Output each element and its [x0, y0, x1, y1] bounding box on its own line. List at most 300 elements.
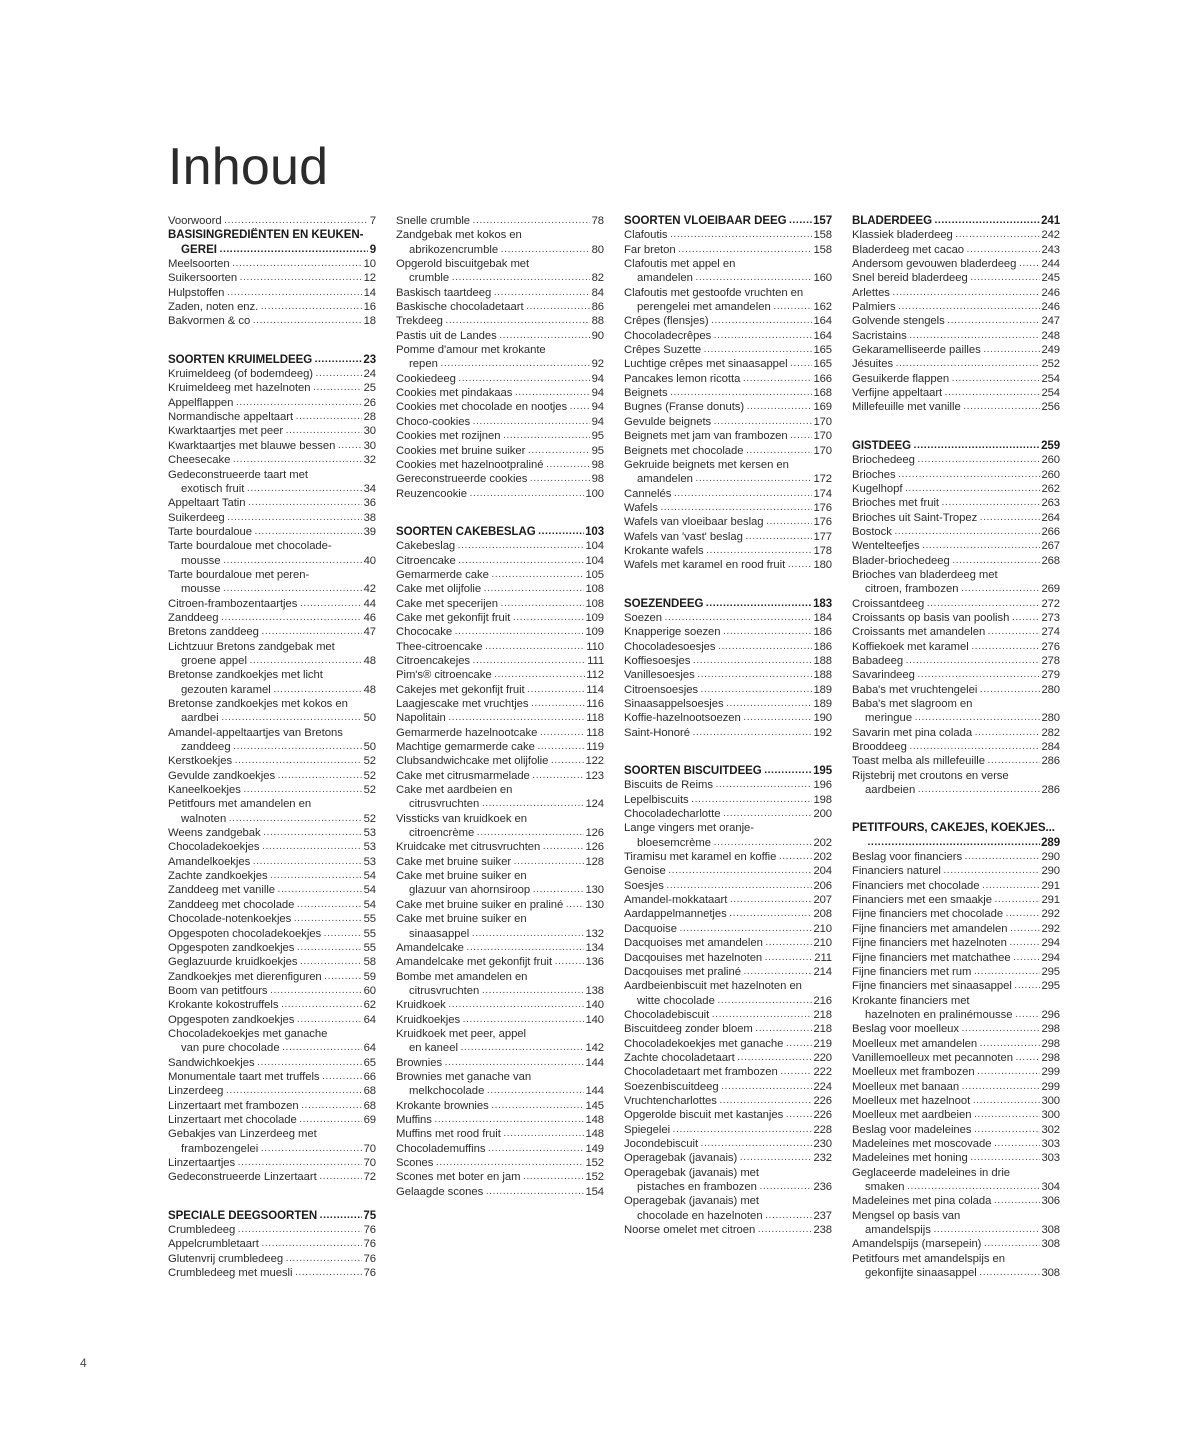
toc-entry[interactable] — [396, 1185, 604, 1199]
toc-entry[interactable] — [396, 458, 604, 472]
toc-entry[interactable] — [396, 855, 604, 869]
toc-entry[interactable] — [852, 1094, 1060, 1108]
toc-entry[interactable] — [396, 783, 604, 812]
toc-entry-title-tail: bloesemcrème — [637, 836, 712, 849]
toc-entry[interactable] — [168, 381, 376, 395]
toc-entry[interactable] — [168, 1156, 376, 1170]
toc-entry[interactable] — [852, 965, 1060, 979]
toc-entry[interactable] — [852, 597, 1060, 611]
toc-entry-title: Sandwichkoekjes — [168, 1056, 255, 1069]
toc-page-number: 123 — [585, 769, 604, 782]
toc-entry[interactable] — [852, 468, 1060, 482]
toc-entry[interactable] — [852, 668, 1060, 682]
toc-entry[interactable] — [168, 257, 376, 271]
toc-entry[interactable] — [168, 1070, 376, 1084]
toc-entry[interactable] — [396, 429, 604, 443]
toc-entry-title-tail: sinaasappel — [409, 927, 470, 940]
toc-entry[interactable] — [852, 697, 1060, 726]
toc-entry[interactable] — [852, 539, 1060, 553]
toc-entry[interactable] — [624, 1108, 832, 1122]
toc-entry[interactable] — [168, 668, 376, 697]
toc-entry[interactable] — [168, 1223, 376, 1237]
toc-section-heading[interactable] — [624, 764, 832, 778]
toc-entry[interactable] — [852, 482, 1060, 496]
toc-entry-title: Cake met bruine suiker en — [396, 870, 527, 883]
toc-entry[interactable] — [624, 965, 832, 979]
toc-entry-title: Savarin met pina colada — [852, 726, 973, 739]
toc-entry[interactable] — [624, 936, 832, 950]
toc-section-heading[interactable] — [852, 214, 1060, 228]
toc-entry[interactable] — [852, 754, 1060, 768]
toc-entry[interactable] — [624, 821, 832, 850]
toc-entry[interactable] — [168, 797, 376, 826]
toc-entry[interactable] — [168, 286, 376, 300]
toc-entry[interactable] — [168, 367, 376, 381]
toc-section-heading[interactable] — [624, 214, 832, 228]
toc-entry[interactable] — [852, 1151, 1060, 1165]
toc-entry[interactable] — [396, 683, 604, 697]
toc-entry[interactable] — [168, 984, 376, 998]
toc-leader-dots — [715, 778, 812, 791]
toc-entry-title: Bugnes (Franse donuts) — [624, 401, 745, 414]
toc-entry[interactable] — [852, 453, 1060, 467]
toc-entry[interactable] — [168, 783, 376, 797]
toc-entry[interactable] — [168, 271, 376, 285]
toc-page-number: 23 — [363, 353, 376, 366]
toc-entry[interactable] — [624, 357, 832, 371]
toc-entry[interactable] — [168, 214, 376, 228]
toc-page-number: 243 — [1041, 243, 1060, 256]
toc-entry[interactable] — [168, 453, 376, 467]
toc-entry[interactable] — [168, 410, 376, 424]
toc-entry[interactable] — [396, 697, 604, 711]
toc-entry[interactable] — [852, 1065, 1060, 1079]
toc-entry[interactable] — [168, 1266, 376, 1280]
toc-entry[interactable] — [168, 1056, 376, 1070]
toc-entry[interactable] — [396, 1070, 604, 1099]
toc-entry[interactable] — [624, 1166, 832, 1195]
toc-entry[interactable] — [168, 869, 376, 883]
toc-entry[interactable] — [168, 1099, 376, 1113]
toc-entry[interactable] — [396, 472, 604, 486]
toc-entry[interactable] — [852, 1022, 1060, 1036]
toc-entry[interactable] — [396, 300, 604, 314]
toc-entry[interactable] — [396, 941, 604, 955]
toc-entry[interactable] — [168, 927, 376, 941]
toc-entry[interactable] — [624, 683, 832, 697]
toc-entry[interactable] — [624, 1094, 832, 1108]
toc-entry[interactable] — [396, 898, 604, 912]
toc-entry[interactable] — [396, 1013, 604, 1027]
toc-entry[interactable] — [852, 683, 1060, 697]
toc-entry[interactable] — [852, 879, 1060, 893]
toc-entry[interactable] — [168, 1127, 376, 1156]
toc-entry[interactable] — [624, 793, 832, 807]
toc-entry[interactable] — [852, 511, 1060, 525]
toc-entry[interactable] — [396, 740, 604, 754]
toc-entry[interactable] — [396, 668, 604, 682]
toc-entry-title-tail: witte chocolade — [637, 994, 715, 1007]
toc-entry[interactable] — [624, 625, 832, 639]
toc-entry[interactable] — [624, 864, 832, 878]
toc-entry[interactable] — [168, 439, 376, 453]
toc-entry[interactable] — [624, 907, 832, 921]
toc-entry[interactable] — [852, 314, 1060, 328]
toc-entry-title: Kwarktaartjes met blauwe bessen — [168, 439, 336, 452]
toc-entry[interactable] — [168, 314, 376, 328]
toc-entry[interactable] — [852, 286, 1060, 300]
toc-page-number: 66 — [363, 1070, 376, 1083]
toc-leader-dots — [695, 271, 812, 284]
toc-entry[interactable] — [168, 726, 376, 755]
toc-entry[interactable] — [168, 998, 376, 1012]
toc-entry[interactable] — [396, 769, 604, 783]
toc-section-heading[interactable] — [168, 228, 376, 257]
toc-entry[interactable] — [168, 539, 376, 568]
toc-entry[interactable] — [168, 525, 376, 539]
toc-section-heading[interactable] — [852, 821, 1060, 850]
toc-entry[interactable] — [624, 429, 832, 443]
toc-entry[interactable] — [852, 611, 1060, 625]
toc-entry[interactable] — [624, 458, 832, 487]
toc-leader-dots — [458, 372, 590, 385]
toc-leader-dots — [448, 711, 585, 724]
toc-entry[interactable] — [624, 487, 832, 501]
toc-page-number: 279 — [1041, 669, 1060, 682]
toc-entry[interactable] — [624, 1194, 832, 1223]
toc-entry-title: Petitfours met amandelspijs en — [852, 1252, 1005, 1265]
toc-entry[interactable] — [168, 568, 376, 597]
toc-entry[interactable] — [168, 855, 376, 869]
toc-entry[interactable] — [624, 415, 832, 429]
toc-entry[interactable] — [852, 979, 1060, 993]
toc-entry-title-tail: exotisch fruit — [181, 482, 245, 495]
toc-leader-dots — [515, 386, 590, 399]
toc-page-number: 149 — [585, 1142, 604, 1155]
toc-entry[interactable] — [624, 879, 832, 893]
toc-entry[interactable] — [624, 893, 832, 907]
toc-section-heading[interactable] — [168, 1209, 376, 1223]
toc-entry[interactable] — [168, 424, 376, 438]
toc-entry[interactable] — [396, 1056, 604, 1070]
toc-leader-dots — [723, 807, 812, 820]
toc-entry[interactable] — [168, 1027, 376, 1056]
toc-entry[interactable] — [852, 496, 1060, 510]
toc-entry[interactable] — [396, 539, 604, 553]
toc-entry[interactable] — [624, 1051, 832, 1065]
toc-entry[interactable] — [396, 444, 604, 458]
toc-entry[interactable] — [852, 243, 1060, 257]
toc-entry[interactable] — [396, 912, 604, 941]
toc-entry[interactable] — [396, 214, 604, 228]
toc-entry[interactable] — [168, 1252, 376, 1266]
toc-entry[interactable] — [168, 754, 376, 768]
toc-entry[interactable] — [396, 597, 604, 611]
toc-entry[interactable] — [624, 726, 832, 740]
toc-entry-title: Cake met aardbeien en — [396, 784, 513, 797]
toc-entry[interactable] — [396, 400, 604, 414]
toc-entry[interactable] — [396, 711, 604, 725]
toc-page-number: 48 — [363, 683, 376, 696]
toc-leader-dots — [243, 783, 362, 796]
toc-entry[interactable] — [624, 1022, 832, 1036]
toc-entry[interactable] — [624, 544, 832, 558]
toc-entry[interactable] — [852, 951, 1060, 965]
toc-entry[interactable] — [852, 936, 1060, 950]
toc-entry-title-continued — [852, 783, 1060, 797]
toc-entry[interactable] — [624, 951, 832, 965]
toc-entry[interactable] — [852, 1123, 1060, 1137]
toc-entry[interactable] — [852, 654, 1060, 668]
toc-entry[interactable] — [852, 1080, 1060, 1094]
toc-entry[interactable] — [168, 883, 376, 897]
toc-leader-dots — [482, 797, 584, 810]
toc-entry[interactable] — [624, 1008, 832, 1022]
toc-entry-title-tail: citroencrème — [409, 827, 475, 840]
toc-entry[interactable] — [624, 1123, 832, 1137]
toc-entry[interactable] — [168, 941, 376, 955]
toc-entry[interactable] — [624, 1137, 832, 1151]
toc-entry[interactable] — [168, 898, 376, 912]
toc-entry-title: Babadeeg — [852, 654, 904, 667]
toc-entry[interactable] — [624, 314, 832, 328]
toc-entry[interactable] — [396, 415, 604, 429]
toc-entry[interactable] — [396, 286, 604, 300]
toc-entry[interactable] — [168, 300, 376, 314]
toc-entry[interactable] — [852, 907, 1060, 921]
section-spacer — [396, 501, 604, 525]
toc-entry[interactable] — [624, 515, 832, 529]
toc-entry[interactable] — [168, 970, 376, 984]
toc-leader-dots — [533, 883, 584, 896]
toc-entry[interactable] — [396, 1099, 604, 1113]
toc-entry[interactable] — [624, 778, 832, 792]
toc-entry-title: Cheesecake — [168, 454, 231, 467]
toc-entry[interactable] — [168, 1084, 376, 1098]
toc-page-number: 69 — [363, 1113, 376, 1126]
toc-page-number: 136 — [585, 956, 604, 969]
toc-entry[interactable] — [396, 654, 604, 668]
toc-entry[interactable] — [852, 1037, 1060, 1051]
toc-leader-dots — [961, 582, 1040, 595]
toc-entry[interactable] — [852, 400, 1060, 414]
toc-entry-title-continued — [168, 1041, 376, 1055]
toc-entry[interactable] — [168, 625, 376, 639]
toc-entry[interactable] — [852, 1194, 1060, 1208]
toc-entry[interactable] — [396, 582, 604, 596]
toc-entry[interactable] — [852, 1252, 1060, 1281]
toc-page-number: 24 — [363, 368, 376, 381]
toc-entry[interactable] — [168, 468, 376, 497]
toc-entry-title: Genoise — [624, 865, 666, 878]
toc-section-heading[interactable] — [396, 525, 604, 539]
toc-entry-title: Chocoladesoesjes — [624, 640, 716, 653]
toc-entry[interactable] — [168, 1170, 376, 1184]
toc-page-number: 176 — [813, 501, 832, 514]
toc-entry[interactable] — [624, 668, 832, 682]
toc-entry[interactable] — [396, 955, 604, 969]
toc-entry[interactable] — [396, 487, 604, 501]
toc-leader-dots — [466, 941, 584, 954]
toc-entry[interactable] — [396, 611, 604, 625]
toc-entry[interactable] — [396, 372, 604, 386]
toc-entry[interactable] — [852, 1209, 1060, 1238]
toc-entry[interactable] — [852, 271, 1060, 285]
toc-leader-dots — [780, 1065, 812, 1078]
toc-entry[interactable] — [624, 400, 832, 414]
toc-entry[interactable] — [396, 554, 604, 568]
toc-entry[interactable] — [396, 1170, 604, 1184]
toc-entry[interactable] — [852, 864, 1060, 878]
toc-entry[interactable] — [852, 372, 1060, 386]
toc-entry[interactable] — [168, 697, 376, 726]
toc-entry[interactable] — [396, 840, 604, 854]
toc-entry[interactable] — [396, 568, 604, 582]
toc-entry[interactable] — [624, 850, 832, 864]
toc-entry[interactable] — [396, 1027, 604, 1056]
toc-entry-title: Brioches van bladerdeeg met — [852, 568, 998, 581]
toc-page-number: 308 — [1041, 1267, 1060, 1280]
toc-entry[interactable] — [624, 979, 832, 1008]
toc-section-heading[interactable] — [852, 439, 1060, 453]
toc-page-number: 260 — [1041, 468, 1060, 481]
toc-entry[interactable] — [396, 754, 604, 768]
toc-entry[interactable] — [852, 893, 1060, 907]
toc-entry[interactable] — [624, 343, 832, 357]
toc-entry[interactable] — [852, 640, 1060, 654]
toc-entry[interactable] — [168, 1237, 376, 1251]
toc-page-number: 26 — [363, 396, 376, 409]
toc-entry[interactable] — [168, 611, 376, 625]
toc-entry[interactable] — [396, 314, 604, 328]
toc-entry[interactable] — [168, 597, 376, 611]
toc-entry[interactable] — [852, 329, 1060, 343]
toc-entry-title-tail: repen — [409, 358, 438, 371]
toc-leader-dots — [678, 243, 812, 256]
toc-entry[interactable] — [852, 343, 1060, 357]
toc-entry[interactable] — [396, 812, 604, 841]
toc-entry[interactable] — [624, 228, 832, 242]
toc-entry[interactable] — [852, 1237, 1060, 1251]
toc-entry[interactable] — [624, 611, 832, 625]
toc-entry[interactable] — [396, 1142, 604, 1156]
toc-entry[interactable] — [624, 501, 832, 515]
toc-entry[interactable] — [396, 869, 604, 898]
toc-entry[interactable] — [624, 558, 832, 572]
toc-entry[interactable] — [624, 697, 832, 711]
toc-entry[interactable] — [624, 922, 832, 936]
toc-leader-dots — [962, 1080, 1040, 1093]
toc-entry[interactable] — [396, 640, 604, 654]
toc-entry[interactable] — [624, 530, 832, 544]
toc-entry[interactable] — [852, 1108, 1060, 1122]
toc-entry[interactable] — [624, 1151, 832, 1165]
toc-entry[interactable] — [624, 807, 832, 821]
toc-entry[interactable] — [396, 998, 604, 1012]
toc-entry[interactable] — [624, 444, 832, 458]
toc-entry[interactable] — [624, 640, 832, 654]
toc-entry[interactable] — [168, 1013, 376, 1027]
toc-entry[interactable] — [168, 769, 376, 783]
toc-entry[interactable] — [624, 1065, 832, 1079]
toc-entry[interactable] — [168, 840, 376, 854]
toc-entry[interactable] — [168, 396, 376, 410]
toc-entry[interactable] — [168, 511, 376, 525]
toc-entry[interactable] — [852, 769, 1060, 798]
toc-entry[interactable] — [852, 228, 1060, 242]
toc-entry[interactable] — [624, 329, 832, 343]
toc-entry[interactable] — [168, 640, 376, 669]
toc-section-heading[interactable] — [168, 353, 376, 367]
toc-entry-title: Baba's met vruchtengelei — [852, 683, 978, 696]
toc-entry[interactable] — [624, 257, 832, 286]
toc-entry[interactable] — [852, 994, 1060, 1023]
toc-entry[interactable] — [852, 625, 1060, 639]
toc-entry[interactable] — [396, 726, 604, 740]
toc-entry-title: SOORTEN KRUIMELDEEG — [168, 353, 313, 366]
toc-entry[interactable] — [624, 286, 832, 315]
toc-entry-title-tail: melkchocolade — [409, 1085, 485, 1098]
toc-entry[interactable] — [852, 922, 1060, 936]
toc-entry[interactable] — [396, 257, 604, 286]
toc-entry[interactable] — [396, 625, 604, 639]
toc-entry[interactable] — [852, 726, 1060, 740]
toc-entry-title: Baskisch taartdeeg — [396, 286, 492, 299]
toc-entry[interactable] — [168, 1113, 376, 1127]
toc-entry[interactable] — [396, 1113, 604, 1127]
toc-entry[interactable] — [396, 386, 604, 400]
toc-entry-title-continued — [168, 1142, 376, 1156]
toc-entry[interactable] — [396, 1127, 604, 1141]
toc-entry[interactable] — [852, 850, 1060, 864]
toc-entry-title: Krokante kokostruffels — [168, 999, 279, 1012]
toc-entry[interactable] — [624, 654, 832, 668]
toc-entry[interactable] — [852, 568, 1060, 597]
toc-entry-title-continued — [624, 300, 832, 314]
toc-entry[interactable] — [852, 257, 1060, 271]
toc-entry[interactable] — [624, 1223, 832, 1237]
toc-entry[interactable] — [852, 357, 1060, 371]
toc-entry-title-continued — [396, 927, 604, 941]
toc-entry[interactable] — [396, 228, 604, 257]
toc-entry[interactable] — [396, 329, 604, 343]
toc-entry[interactable] — [852, 525, 1060, 539]
toc-entry[interactable] — [624, 372, 832, 386]
toc-entry[interactable] — [396, 970, 604, 999]
toc-entry[interactable] — [852, 1166, 1060, 1195]
toc-entry[interactable] — [852, 300, 1060, 314]
toc-entry[interactable] — [168, 826, 376, 840]
toc-entry[interactable] — [168, 955, 376, 969]
toc-entry-title: Amandelkoekjes — [168, 855, 251, 868]
toc-entry[interactable] — [396, 1156, 604, 1170]
toc-entry[interactable] — [396, 343, 604, 372]
toc-entry[interactable] — [852, 554, 1060, 568]
toc-entry[interactable] — [852, 740, 1060, 754]
toc-entry[interactable] — [624, 1080, 832, 1094]
toc-entry[interactable] — [852, 386, 1060, 400]
toc-entry[interactable] — [168, 496, 376, 510]
toc-entry[interactable] — [624, 1037, 832, 1051]
toc-entry[interactable] — [624, 711, 832, 725]
toc-entry[interactable] — [852, 1137, 1060, 1151]
toc-section-heading[interactable] — [624, 597, 832, 611]
toc-entry[interactable] — [852, 1051, 1060, 1065]
toc-entry[interactable] — [168, 912, 376, 926]
toc-entry[interactable] — [624, 386, 832, 400]
toc-page-number: 246 — [1041, 301, 1060, 314]
toc-entry[interactable] — [624, 243, 832, 257]
